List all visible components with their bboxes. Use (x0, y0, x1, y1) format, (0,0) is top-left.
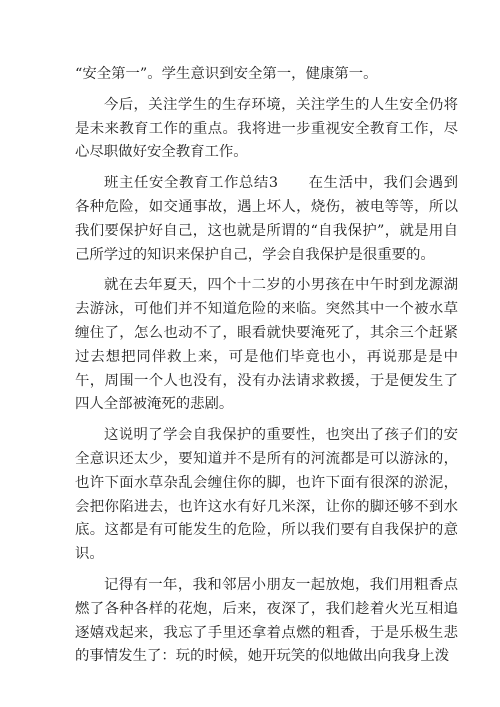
paragraph-6: 记得有一年，我和邻居小朋友一起放炮，我们用粗香点燃了各种各样的花炮，后来，夜深了，我们趁着火光互相追逐嬉戏起来，我忘了手里还拿着点燃的粗香，于是乐极生悲的事情发生了：玩的时候，她开玩笑的似地做出向我身上泼 (75, 576, 458, 665)
paragraph-1: “安全第一”。学生意识到安全第一，健康第一。 (75, 66, 378, 82)
document-body (75, 63, 458, 669)
paragraph-5: 这说明了学会自我保护的重要性，也突出了孩子们的安全意识还太少，要知道并不是所有的河流都是可以游泳的，也许下面水草杂乱会缠住你的脚，也许下面有很深的淤泥，会把你陷进去，也许这水有好几米深，让你的脚还够不到水底。这都是有可能发生的危险，所以我们要有自我保护的意识。 (75, 427, 458, 563)
paragraph-4: 就在去年夏天，四个十二岁的小男孩在中午时到龙源湖去游泳，可他们并不知道危险的来临。突然其中一个被水草缠住了，怎么也动不了，眼看就快要淹死了，其余三个赶紧过去想把同伴救上来，可是他们毕竟也小，再说那是是中午，周围一个人也没有，没有办法请求救援，于是便发生了四人全部被淹死的悲剧。 (75, 277, 458, 413)
paragraph-2: 今后，关注学生的生存环境，关注学生的人生安全仍将是未来教育工作的重点。我将进一步重视安全教育工作，尽心尽职做好安全教育工作。 (75, 96, 458, 161)
paragraph-3: 班主任安全教育工作总结3 在生活中，我们会遇到各种危险，如交通事故，遇上坏人，烧伤，被电等等，所以我们要保护好自己，这也就是所谓的“自我保护”，就是用自己所学过的知识来保护自己，学会自我保护是很重要的。 (75, 175, 458, 263)
